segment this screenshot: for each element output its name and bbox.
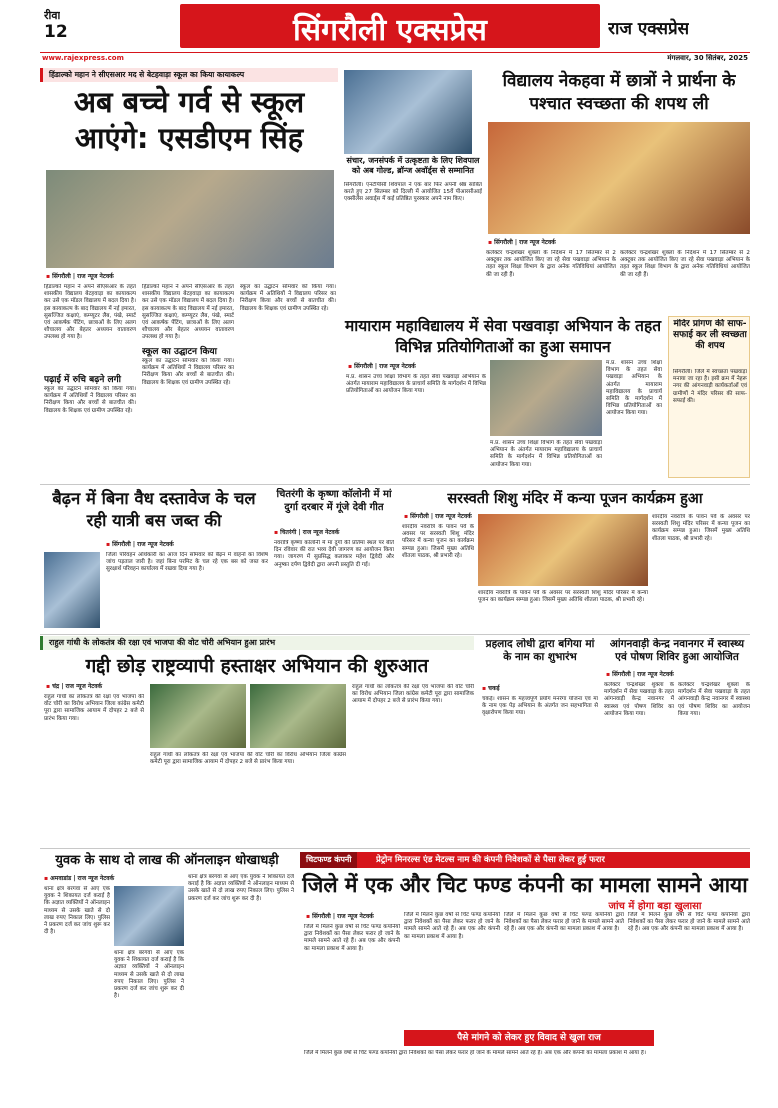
- story1-body-col3: स्कूल का उद्घाटन सोमवार को किया गया। कार्यक्रम में अतिथियों ने विद्यालय परिसर का निरीक्षण किया और बच्चों से बातचीत की। विद्यालय के शिक्षक एवं ग्रामीण उपस्थित रहे।: [240, 284, 336, 312]
- story10-byline: ▪ चकई: [482, 684, 582, 692]
- story10-body: चकई। शासन के महत्त्वपूर्ण प्रयोग मनरेगा योजना एवं मां के नाम एक पेड़ अभियान के अंतर्गत जन सहभागिता से वृक्षारोपण किया गया।: [482, 696, 598, 717]
- story5-body: म.प्र. शासन उच्च शिक्षा विभाग के तहत सेवा पखवाड़ा अभियान के अंतर्गत मायाराम महाविद्यालय के प्राचार्य समिति के मार्गदर्शन में विभिन्न प्रतियोगिताओं का आयोजन किया गया।: [346, 374, 486, 395]
- story1-byline: ▪ सिंगरौली | राज न्यूज नेटवर्क: [46, 272, 246, 280]
- story13-byline: ▪ सिंगरौली | राज न्यूज नेटवर्क: [306, 912, 446, 920]
- header-strip: [40, 52, 750, 64]
- story1-subhead-2: स्कूल का उद्घाटन किया: [142, 347, 217, 357]
- story13-body-3: जिले में मिलने कुछ वर्षों से चिट फण्ड कंपनियों द्वारा निवेशकों का पैसा लेकर फरार हो जाने के मामले सामने आते रहे हैं। अब एक और कंपनी का मामला प्रकाश में आया है।: [504, 912, 624, 933]
- story12-body-2: थाना क्षेत्र बरगवां से आए एक युवक ने शिकायत दर्ज कराई है कि अज्ञात व्यक्तियों ने ऑनलाइन माध्यम से उसके खाते से दो लाख रुपए निकाल लिए। पुलिस ने प्रकरण दर्ज कर जांच शुरू कर दी है।: [114, 950, 184, 1000]
- story1-headline: अब बच्चे गर्व से स्कूल आएंगे: एसडीएम सिंह: [73, 85, 305, 155]
- story6-headline: बैढ़न में बिना वैध दस्तावेज के चल रही यात्री बस जब्त की: [52, 489, 256, 530]
- story11-headline: आंगनवाड़ी केन्द्र नवानगर में स्वास्थ्य एवं पोषण शिविर हुआ आयोजित: [609, 638, 745, 663]
- story1-subhead-1: पढ़ाई में रुचि बढ़ने लगी: [44, 375, 121, 385]
- story8-headline: सरस्वती शिशु मंदिर में कन्या पूजन कार्यक्रम हुआ: [447, 491, 703, 507]
- website-link[interactable]: www.rajexpress.com: [42, 54, 124, 62]
- story5-body-2: म.प्र. शासन उच्च शिक्षा विभाग के तहत सेवा पखवाड़ा अभियान के अंतर्गत मायाराम महाविद्यालय के प्राचार्य समिति के मार्गदर्शन में विभिन्न प्रतियोगिताओं का आयोजन किया गया।: [490, 440, 602, 468]
- story13-headline: जिले में एक और चिट फण्ड कंपनी का मामला सामने आया: [302, 873, 748, 897]
- story9-body: राहुल गांधी का लोकतंत्र की रक्षा एवं भाजपा की वोट चोरी का विरोध अभियान जिला कांग्रेस कमेटी पूरा द्वारा सामाजिक आयाम में दोपहर 2 बजे से प्रारंभ किया गया।: [44, 694, 144, 722]
- story1-body-col2b: स्कूल का उद्घाटन सोमवार को किया गया। कार्यक्रम में अतिथियों ने विद्यालय परिसर का निरीक्षण किया और बच्चों से बातचीत की। विद्यालय के शिक्षक एवं ग्रामीण उपस्थित रहे।: [142, 358, 234, 386]
- story13-footer-body: जिले में मिलने कुछ वर्षों से चिट फण्ड कंपनियों द्वारा निवेशकों का पैसा लेकर फरार हो जाने के मामले सामने आते रहे हैं। अब एक और कंपनी का मामला प्रकाश में आया है।: [304, 1050, 646, 1056]
- story6-body: जिला परिवहन अधिकारी का आज दिन सोमवार को बैढ़न में वाहनों का विशेष जांच पड़ताल जारी है। जहां बिना परमिट के चल रहे एक बस को जब्त कर सुरक्षार्थ परिवहन कार्यालय में रखवा दिया गया है।: [106, 552, 268, 573]
- story8-photo: [478, 514, 648, 586]
- story2-body: सिंगरौली। एनटीपीसी शिवपाल ने एक बार फिर अपनी श्रेष्ठ साबित करते हुए 27 सितम्बर को दिल्ली में आयोजित 15वें पीआरसीआई एक्सीलेंस अवार्ड्स में कई प्रतिष्ठित पुरस्कार अपने नाम किए।: [344, 182, 482, 203]
- story10-headline: प्रहलाद लोधी द्वारा बगिया मां के नाम का शुभारंभ: [485, 638, 595, 663]
- story1-body-col1b: स्कूल का उद्घाटन सोमवार को किया गया। कार्यक्रम में अतिथियों ने विद्यालय परिसर का निरीक्षण किया और बच्चों से बातचीत की। विद्यालय के शिक्षक एवं ग्रामीण उपस्थित रहे।: [44, 386, 136, 414]
- story6-byline: ▪ सिंगरौली | राज न्यूज नेटवर्क: [106, 540, 266, 548]
- story7-byline: ▪ चितरंगी | राज न्यूज नेटवर्क: [274, 528, 394, 536]
- story1-kicker: हिंडाल्को महान ने सीएसआर मद से बेटहवाड़ा स्कूल का किया कायाकल्प: [40, 68, 338, 82]
- story2-headline: संचार, जनसंपर्क में उत्कृष्टता के लिए शिवपाल को अब गोल्ड, ब्रॉन्ज अवॉर्ड्स से सम्मानित: [346, 156, 480, 175]
- story9-body-2: राहुल गांधी का लोकतंत्र की रक्षा एवं भाजपा की वोट चोरी का विरोध अभियान जिला कांग्रेस कमेटी पूरा द्वारा सामाजिक आयाम में दोपहर 2 बजे से प्रारंभ किया गया।: [150, 752, 346, 766]
- story13-kicker: प्रेट्रोन मिनरल्स एंड मेटल्स नाम की कंपनी निवेशकों से पैसा लेकर हुई फरार: [376, 855, 605, 865]
- story11-body-2: कलेक्टर चन्द्रशेखर शुक्ला के मार्गदर्शन में सेवा पखवाड़ा के तहत आंगनवाड़ी केन्द्र नवानगर में स्वास्थ्य एवं पोषण शिविर का आयोजन किया गया।: [678, 682, 750, 717]
- masthead-title-bar: [180, 4, 600, 48]
- story8-byline: ▪ सिंगरौली | राज न्यूज नेटवर्क: [404, 512, 564, 520]
- story9-body-3: राहुल गांधी का लोकतंत्र की रक्षा एवं भाजपा की वोट चोरी का विरोध अभियान जिला कांग्रेस कमेटी पूरा द्वारा सामाजिक आयाम में दोपहर 2 बजे से प्रारंभ किया गया।: [352, 684, 474, 705]
- story2-photo: [344, 70, 472, 154]
- story5-body-3: म.प्र. शासन उच्च शिक्षा विभाग के तहत सेवा पखवाड़ा अभियान के अंतर्गत मायाराम महाविद्यालय के प्राचार्य समिति के मार्गदर्शन में विभिन्न प्रतियोगिताओं का आयोजन किया गया।: [606, 360, 662, 417]
- story12-photo: [114, 886, 184, 946]
- story8-body: शारदीय नवरात्रि के पावन पर्व के अवसर पर सरस्वती शिशु मंदिर परिसर में कन्या पूजन का कार्यक्रम सम्पन्न हुआ। जिसमें मुख्य अतिथि शीतला पाठक, श्री प्रभारी रहे।: [402, 524, 474, 559]
- page-number: 12: [44, 22, 68, 42]
- story8-body-2: शारदीय नवरात्रि के पावन पर्व के अवसर पर सरस्वती शिशु मंदिर परिसर में कन्या पूजन का कार्यक्रम सम्पन्न हुआ। जिसमें मुख्य अतिथि शीतला पाठक, श्री प्रभारी रहे।: [478, 590, 648, 604]
- story3-photo: [488, 122, 750, 234]
- story12-body: थाना क्षेत्र बरगवां से आए एक युवक ने शिकायत दर्ज कराई है कि अज्ञात व्यक्तियों ने ऑनलाइन माध्यम से उसके खाते से दो लाख रुपए निकाल लिए। पुलिस ने प्रकरण दर्ज कर जांच शुरू कर दी है।: [44, 886, 110, 936]
- story3-body-2: कलेक्टर चन्द्रशेखर शुक्ला के निर्देशन में 17 सितम्बर से 2 अक्टूबर तक आयोजित किए जा रहे सेवा पखवाड़ा अभियान के तहत स्कूल शिक्षा विभाग के द्वारा अनेक गतिविधियां आयोजित की जा रही हैं।: [620, 250, 750, 278]
- story13-body-4: जिले में मिलने कुछ वर्षों से चिट फण्ड कंपनियों द्वारा निवेशकों का पैसा लेकर फरार हो जाने के मामले सामने आते रहे हैं। अब एक और कंपनी का मामला प्रकाश में आया है।: [628, 912, 750, 933]
- story9-photo-2: [250, 684, 346, 748]
- city-label: रीवा: [44, 9, 61, 22]
- story13-kicker-tag: चिटफण्ड कंपनी: [300, 852, 357, 868]
- story1-photo: [46, 170, 334, 268]
- story3-headline: विद्यालय नेकहवा में छात्रों ने प्रार्थना के पश्चात स्वच्छता की शपथ ली: [502, 71, 736, 114]
- story5-byline: ▪ सिंगरौली | राज न्यूज नेटवर्क: [348, 362, 508, 370]
- story4-box: [668, 316, 750, 478]
- brand-name: राज एक्सप्रेस: [608, 19, 690, 39]
- masthead-title: सिंगरौली एक्सप्रेस: [293, 13, 487, 48]
- story12-headline: युवक के साथ दो लाख की ऑनलाइन धोखाधड़ी: [55, 853, 279, 868]
- story4-body: सिंगरौली। जिले में स्वच्छता पखवाड़ा मनाया जा रहा है। इसी क्रम में नेहरू नगर की आंगनवाड़ी कार्यकर्ताओं एवं ग्रामीणों ने मंदिर परिसर की साफ-सफाई की।: [673, 369, 747, 404]
- story13-subhead: जांच में होगा बड़ा खुलासा: [608, 901, 702, 912]
- story9-byline: ▪ चंद्र | राज न्यूज नेटवर्क: [46, 682, 146, 690]
- story6-photo: [44, 552, 100, 628]
- story9-kicker: राहुल गांधी के लोकतंत्र की रक्षा एवं भाजपा की वोट चोरी अभियान हुआ प्रारंभ: [40, 636, 474, 650]
- story3-byline: ▪ सिंगरौली | राज न्यूज नेटवर्क: [488, 238, 628, 246]
- story3-body: कलेक्टर चन्द्रशेखर शुक्ला के निर्देशन में 17 सितम्बर से 2 अक्टूबर तक आयोजित किए जा रहे सेवा पखवाड़ा अभियान के तहत स्कूल शिक्षा विभाग के द्वारा अनेक गतिविधियां आयोजित की जा रही हैं।: [486, 250, 616, 278]
- story13-kicker-row: [300, 852, 750, 868]
- story11-body: कलेक्टर चन्द्रशेखर शुक्ला के मार्गदर्शन में सेवा पखवाड़ा के तहत आंगनवाड़ी केन्द्र नवानगर में स्वास्थ्य एवं पोषण शिविर का आयोजन किया गया।: [604, 682, 674, 717]
- date-line: मंगलवार, 30 सितंबर, 2025: [667, 54, 748, 62]
- story5-photo: [490, 360, 602, 436]
- story1-body-col1: हिंडाल्को महान ने अपने सीएसआर के तहत शासकीय विद्यालय बेटहवाड़ा का कायाकल्प कर उसे एक मॉडल विद्यालय में बदल दिया है। इस कायाकल्प के बाद विद्यालय में नई इमारत, सुसज्जित कक्षाएं, कम्प्यूटर लैब, पंखे, स्मार्ट एवं आकर्षक पेंटिंग, छात्राओं के लिए अलग शौचालय और बेहतर अध्ययन वातावरण उपलब्ध हो गया है।: [44, 284, 136, 341]
- story11-byline: ▪ सिंगरौली | राज न्यूज नेटवर्क: [606, 670, 750, 678]
- story7-headline: चितरंगी के कृष्णा कॉलोनी में मां दुर्गा दरबार में गूंजे देवी गीत: [276, 489, 392, 513]
- story1-body-col2: हिंडाल्को महान ने अपने सीएसआर के तहत शासकीय विद्यालय बेटहवाड़ा का कायाकल्प कर उसे एक मॉडल विद्यालय में बदल दिया है। इस कायाकल्प के बाद विद्यालय में नई इमारत, सुसज्जित कक्षाएं, कम्प्यूटर लैब, पंखे, स्मार्ट एवं आकर्षक पेंटिंग, छात्राओं के लिए अलग शौचालय और बेहतर अध्ययन वातावरण उपलब्ध हो गया है।: [142, 284, 234, 340]
- masthead: [0, 0, 778, 66]
- story5-headline: मायाराम महाविद्यालय में सेवा पखवाड़ा अभियान के तहत विभिन्न प्रतियोगिताओं का हुआ समापन: [344, 317, 662, 356]
- story7-body: नवरात्रि कृष्णा कॉलोनी में मां दुर्गा की प्रतिमा स्थल पर बीते दिन रविवार की रात भव्य देवी जागरण का आयोजन किया गया। जागरण में सुप्रसिद्ध कलाकार महेश द्विवेदी और अनुष्का दर्पण द्विवेदी द्वारा अपनी प्रस्तुति दी गई।: [274, 540, 394, 568]
- story12-byline: ▪ अमवाडांड | राज न्यूज नेटवर्क: [44, 874, 184, 882]
- story13-body: जिले में मिलने कुछ वर्षों से चिट फण्ड कंपनियों द्वारा निवेशकों का पैसा लेकर फरार हो जाने के मामले सामने आते रहे हैं। अब एक और कंपनी का मामला प्रकाश में आया है।: [304, 924, 400, 952]
- story12-body-3: थाना क्षेत्र बरगवां से आए एक युवक ने शिकायत दर्ज कराई है कि अज्ञात व्यक्तियों ने ऑनलाइन माध्यम से उसके खाते से दो लाख रुपए निकाल लिए। पुलिस ने प्रकरण दर्ज कर जांच शुरू कर दी है।: [188, 874, 294, 902]
- story13-body-2: जिले में मिलने कुछ वर्षों से चिट फण्ड कंपनियों द्वारा निवेशकों का पैसा लेकर फरार हो जाने के मामले सामने आते रहे हैं। अब एक और कंपनी का मामला प्रकाश में आया है।: [404, 912, 500, 940]
- story8-body-3: शारदीय नवरात्रि के पावन पर्व के अवसर पर सरस्वती शिशु मंदिर परिसर में कन्या पूजन का कार्यक्रम सम्पन्न हुआ। जिसमें मुख्य अतिथि शीतला पाठक, श्री प्रभारी रहे।: [652, 514, 750, 542]
- story4-headline: मंदिर प्रांगण की साफ-सफाई कर ली स्वच्छता की शपथ: [673, 319, 747, 351]
- story9-headline: गद्दी छोड़ राष्ट्रव्यापी हस्ताक्षर अभियान की शुरुआत: [85, 655, 429, 677]
- story13-footer-headline: पैसे मांगने को लेकर हुए विवाद से खुला राज: [404, 1030, 654, 1046]
- story9-photo-1: [150, 684, 246, 748]
